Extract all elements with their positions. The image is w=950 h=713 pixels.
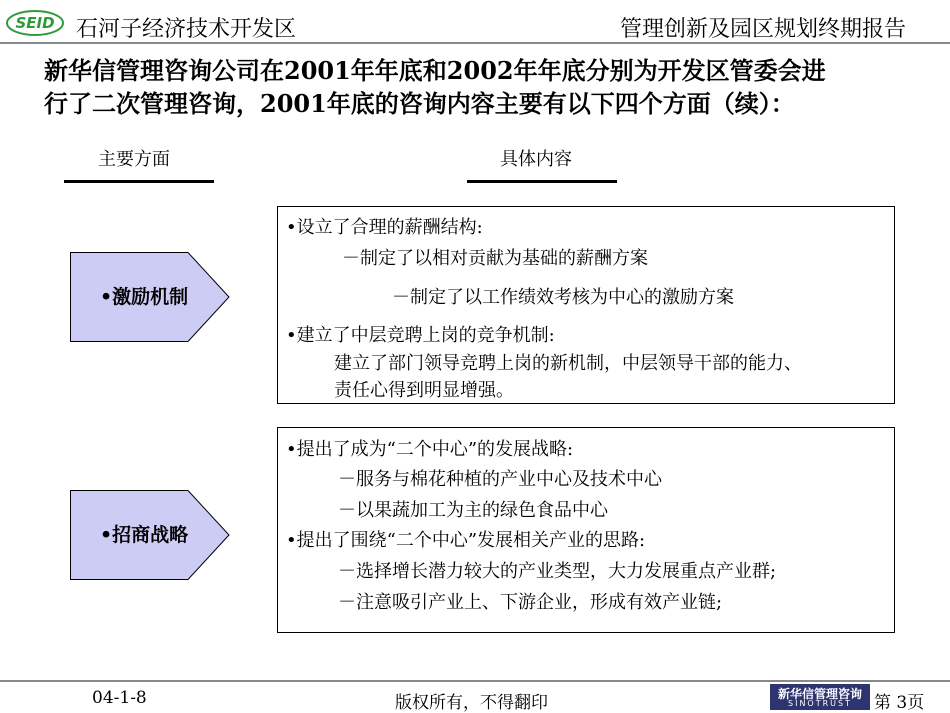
column-underline (467, 180, 617, 183)
content-line: 建立了部门领导竞聘上岗的新机制，中层领导干部的能力、 (334, 353, 802, 374)
intro-line: 行了二次管理咨询，2001年底的咨询内容主要有以下四个方面（续）： (44, 89, 795, 118)
content-line: －服务与棉花种植的产业中心及技术中心 (338, 469, 662, 490)
content-line: －制定了以工作绩效考核为中心的激励方案 (392, 287, 734, 308)
aspect-arrow-incentive (70, 252, 230, 342)
column-heading-main-aspects: 主要方面 (98, 149, 170, 170)
content-line: －制定了以相对贡献为基础的薪酬方案 (342, 248, 648, 269)
content-box-investment (277, 427, 895, 633)
footer-copyright: 版权所有，不得翻印 (395, 693, 548, 713)
organization-name: 石河子经济技术开发区 (76, 17, 297, 42)
content-line: •设立了合理的薪酬结构: (286, 217, 483, 238)
content-line: •建立了中层竞聘上岗的竞争机制: (286, 325, 555, 346)
content-line: •提出了成为“二个中心”的发展战略: (286, 439, 574, 460)
column-heading-details: 具体内容 (500, 149, 572, 170)
sinotrust-logo-en: SINOTRUST (788, 699, 852, 708)
column-underline (64, 180, 214, 183)
content-line: －注意吸引产业上、下游企业，形成有效产业链; (338, 592, 723, 613)
svg-text:SEID: SEID (15, 14, 55, 32)
aspect-arrow-investment (70, 490, 230, 580)
content-line: •提出了围绕“二个中心”发展相关产业的思路: (286, 530, 646, 551)
page-number: 第 3页 (874, 693, 925, 713)
content-line: 责任心得到明显增强。 (334, 380, 514, 401)
content-box-incentive (277, 206, 895, 404)
header-divider (0, 42, 950, 44)
report-title: 管理创新及园区规划终期报告 (619, 17, 906, 42)
sinotrust-logo (770, 684, 870, 710)
aspect-label: •招商战略 (100, 524, 189, 546)
content-line: －以果蔬加工为主的绿色食品中心 (338, 500, 608, 521)
seid-logo (6, 10, 64, 36)
sinotrust-logo-cn: 新华信管理咨询 (777, 687, 862, 701)
aspect-label: •激励机制 (100, 286, 189, 308)
footer-date: 04-1-8 (92, 688, 147, 708)
intro-line: 新华信管理咨询公司在2001年年底和2002年年底分别为开发区管委会进 (44, 56, 826, 85)
footer-divider (0, 680, 950, 682)
content-line: －选择增长潜力较大的产业类型，大力发展重点产业群; (338, 561, 777, 582)
intro-paragraph (44, 54, 924, 120)
